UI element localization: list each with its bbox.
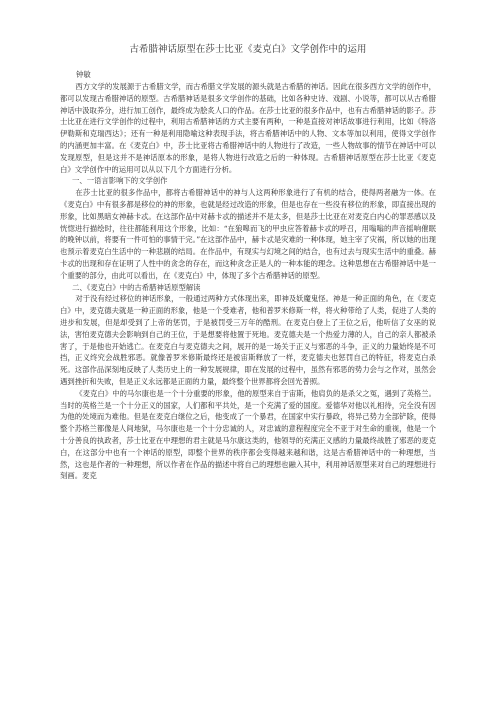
body-paragraph: 《麦克白》中的马尔康也是一个十分重要的形象，他的原型来自于宙斯，他肩负的是杀父之冤，遇到了英格兰。当时的英格兰是一个十分正义的国家，人们都和平共处，是一个充满了爱的国度。爱德华对他以礼相待，完全没有因为他的处境而为难他。但是在麦克白继位之后，他变成了一个暴君，在国家中实行暴政，将异己势力全部铲除，使得整个苏格兰都像是人间地狱，马尔康也是一个十分忠诚的人，对忠诚的意程程度完全不亚于对生命的重视，他是一个十分善良的执政者，莎士比亚在中理想的君主就是马尔康这类的，他领导的充满正义感的力量最终战胜了邪恶的麦克白，在这部分中也有一个神话的原型，即整个世界的秩序都会变得越来越和谐，这是古希腊神话中的一种理想，当然，这也是作者的一种理想，所以作者在作品的描述中将自己的理想也融入其中，利用神话原型来对自己的理想进行刻画。麦克 [60, 388, 436, 481]
body-paragraph: 西方文学的发展源于古希腊文学，而古希腊文学发展的源头就是古希腊的神话。因此在很多西方文学的创作中，都可以发现古希腊神话的原型。古希腊神话是很多文学创作的基础，比如各种史诗、戏剧、小说等，都可以从古希腊神话中汲取养分，进行加工创作，最终成为脍炙人口的作品。在莎士比亚的很多作品中，也有古希腊神话的影子。莎士比亚在进行文学创作的过程中，利用古希腊神话的方式主要有两种，一种是直接对神话故事进行利用，比如《特洛伊勒斯和克瑞西达》；还有一种是利用隐喻这种表现手法，将古希腊神话中的人物、文本等加以利用，使得文学创作的内涵更加丰富。在《麦克白》中，莎士比亚将古希腊神话中的人物进行了改造，一些人物故事的情节在神话中可以发现原型，但是这并不是神话原本的形象，是将人物进行改造之后的一种体现。古希腊神话原型在莎士比亚《麦克白》文学创作中的运用可以从以下几个方面进行分析。 [60, 82, 436, 174]
article-body [60, 81, 436, 482]
article-author: 钟敏 [76, 70, 91, 79]
section-heading: 一、一语言影响下的文学创作 [72, 176, 168, 186]
article-title: 古希腊神话原型在莎士比亚《麦克白》文学创作中的运用 [129, 44, 367, 55]
section-heading: 二、《麦克白》中的古希腊神话原型解读 [72, 282, 201, 292]
body-paragraph: 对于没有经过移位的神话形象，一般通过两种方式体现出来，即神及妖魔鬼怪。神是一种正面的角色，在《麦克白》中，麦克德夫就是一种正面的形象，他是一个受难者，他和普罗米修斯一样，将火种带给了人类，促进了人类的进步和发展，但是却受到了上帝的惩罚，于是被罚受三万年的酷刑。在麦克白登上了王位之后，他听信了女巫的说法，害怕麦克德夫会影响到自己的王位，于是想要将他置于死地。麦克德夫是一个热爱力薄的人，自己的亲人都被杀害了，于是他也开始逃亡。在麦克白与麦克德夫之间，展开的是一场关于正义与邪恶的斗争，正义的力量始终是不可挡，正义终究会战胜邪恶。就像普罗米修斯最终还是被宙斯释放了一样，麦克德夫也惩罚自己的特征，将麦克白杀死。这部作品深刻地反映了人类历史上的一种发展规律，即在发展的过程中，虽然有邪恶的势力会与之作对，虽然会遇到挫折和失败，但是正义永远都是正面的力量，最终整个世界都将会回光普照。 [60, 294, 436, 386]
body-paragraph: 在莎士比亚的很多作品中，都将古希腊神话中的神与人这两种形象进行了有机的结合，使得两者融为一体。在《麦克白》中有很多都是移位的神的形象，也就是经过改造的形象，但是也存在一些没有移位的形象，即直接出现的形象，比如黑暗女神赫卡忒。在这部作品中对赫卡忒的描述并不是太多，但是莎士比亚在对麦克白内心的罪恶感以及恍惚进行描绘时，往往都能利用这个形象，比如：“在狼嗥而飞的甲虫应答着赫卡忒的呼召，用嗡嗡的声音摇响催眠的晚钟以前，将要有一件可怕的事情干完。”在这部作品中，赫卡忒是灾难的一种体现，她主宰了灾祸，所以她的出现也预示着麦克白生活中的一种悲剧的结局。在作品中，有现实与幻境之间的结合，也有过去与现实生活中的重叠。赫卡忒的出现和存在证明了人性中的贪念的存在，而这种贪念正是人的一种本能的理念。这种思想在古希腊神话中是一个重要的部分，由此可以看出，在《麦克白》中，体现了多个古希腊神话的原型。 [60, 188, 436, 280]
